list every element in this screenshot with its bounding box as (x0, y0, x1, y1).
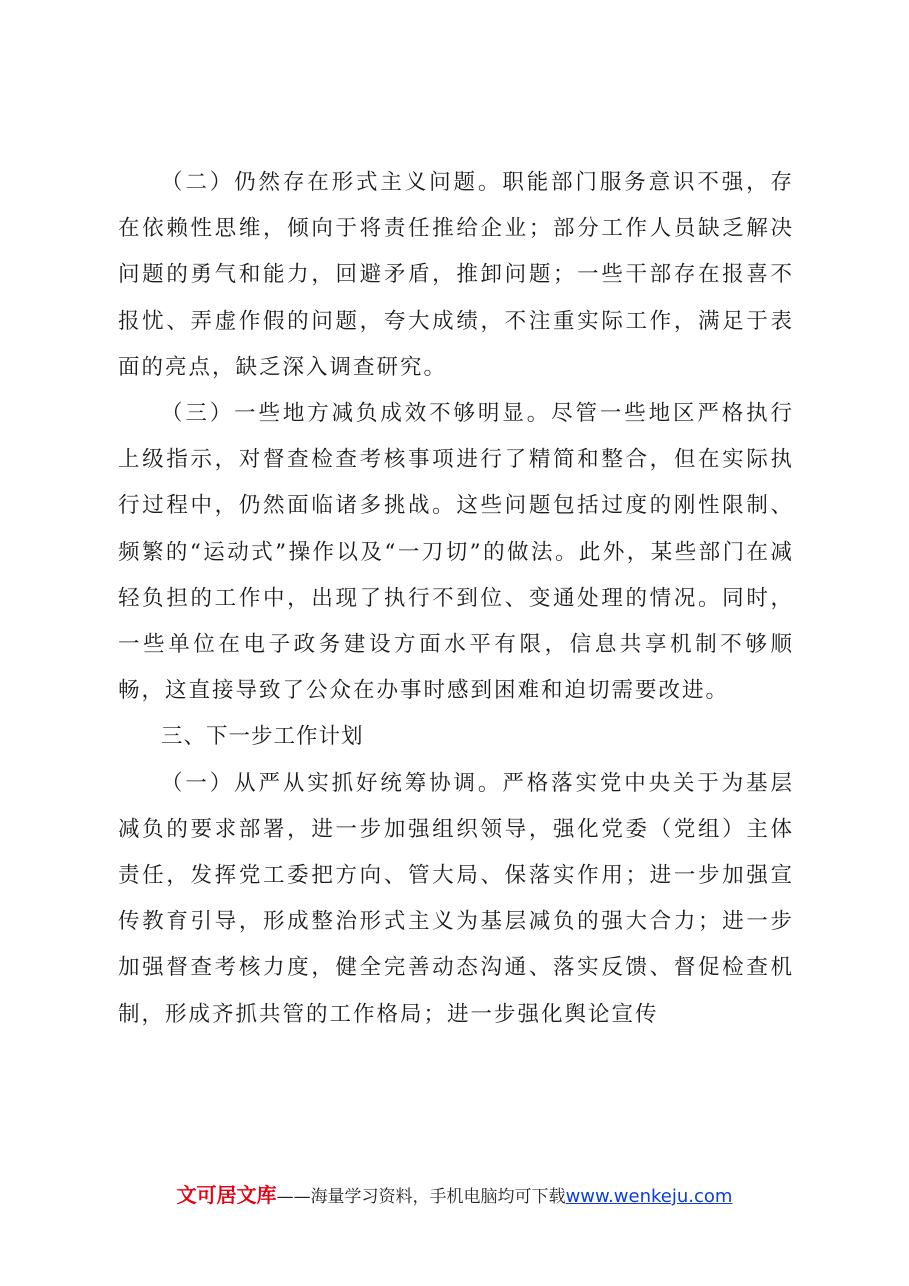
footer-separator: —— (276, 1187, 311, 1207)
paragraph-burden-reduction-issue: （三）一些地方减负成效不够明显。尽管一些地区严格执行上级指示，对督查检查考核事项进行了精简和整合，但在实际执行过程中，仍然面临诸多挑战。这些问题包括过度的刚性限制、频繁的“运动式”操作以及“一刀切”的做法。此外，某些部门在减轻负担的工作中，出现了执行不到位、变通处理的情况。同时，一些单位在电子政务建设方面水平有限，信息共享机制不够顺畅，这直接导致了公众在办事时感到困难和迫切需要改进。 (118, 401, 794, 704)
footer-brand-name: 文可居文库 (176, 1183, 277, 1207)
section-heading-next-steps: 三、下一步工作计划 (161, 724, 364, 750)
document-body (118, 160, 794, 1038)
footer-slogan: 海量学习资料，手机电脑均可下载 (310, 1187, 566, 1207)
paragraph-coordination-plan: （一）从严从实抓好统筹协调。严格落实党中央关于为基层减负的要求部署，进一步加强组织领导，强化党委（党组）主体责任，发挥党工委把方向、管大局、保落实作用；进一步加强宣传教育引导，形成整治形式主义为基层减负的强大合力；进一步加强督查考核力度，健全完善动态沟通、落实反馈、督促检查机制，形成齐抓共管的工作格局；进一步强化舆论宣传 (118, 770, 794, 1027)
footer-banner (0, 1182, 909, 1210)
footer-website-link[interactable]: www.wenkeju.com (565, 1186, 733, 1207)
paragraph-formalism-issue: （二）仍然存在形式主义问题。职能部门服务意识不强，存在依赖性思维，倾向于将责任推给企业；部分工作人员缺乏解决问题的勇气和能力，回避矛盾，推卸问题；一些干部存在报喜不报忧、弄虚作假的问题，夸大成绩，不注重实际工作，满足于表面的亮点，缺乏深入调查研究。 (118, 170, 794, 380)
